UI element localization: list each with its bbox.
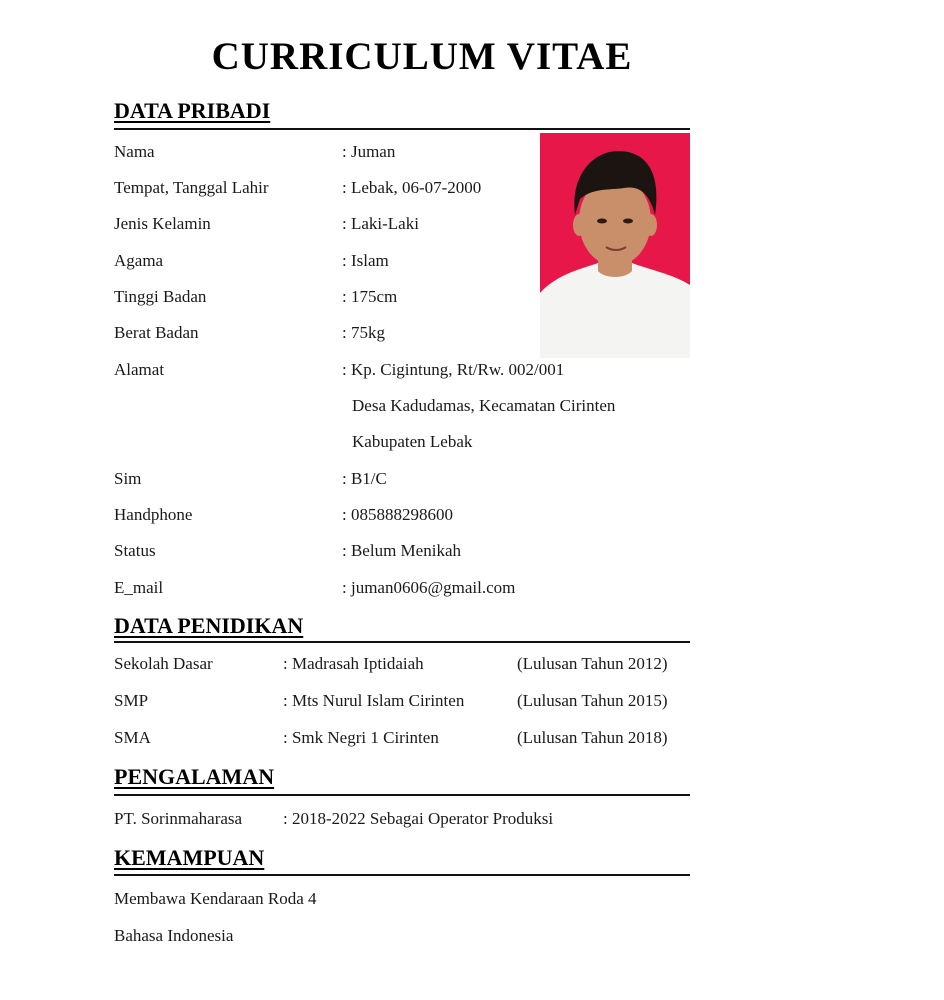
profile-photo (540, 133, 690, 358)
personal-value-gender: : Laki-Laki (342, 214, 419, 233)
education-school: : Smk Negri 1 Cirinten (283, 728, 439, 747)
section-heading-skills: KEMAMPUAN (114, 845, 265, 870)
experience-company: PT. Sorinmaharasa (114, 809, 243, 828)
education-level: SMA (114, 728, 151, 747)
personal-label-sim: Sim (114, 469, 142, 488)
education-year: (Lulusan Tahun 2018) (517, 728, 668, 747)
personal-value-status: : Belum Menikah (342, 541, 461, 560)
skill-item: Bahasa Indonesia (114, 926, 234, 945)
section-rule (114, 128, 690, 130)
section-rule (114, 641, 690, 643)
personal-value-sim: : B1/C (342, 469, 387, 488)
personal-label-religion: Agama (114, 251, 164, 270)
experience-detail: : 2018-2022 Sebagai Operator Produksi (283, 809, 554, 828)
personal-value-address-line2: Desa Kadudamas, Kecamatan Cirinten (352, 396, 616, 415)
personal-value-name: : Juman (342, 142, 396, 161)
personal-value-height: : 175cm (342, 287, 398, 306)
personal-value-address-line3: Kabupaten Lebak (352, 432, 473, 451)
section-heading-experience: PENGALAMAN (114, 764, 275, 789)
personal-label-gender: Jenis Kelamin (114, 214, 211, 233)
personal-label-address: Alamat (114, 360, 165, 379)
personal-value-address: : Kp. Cigintung, Rt/Rw. 002/001 (342, 360, 565, 379)
personal-label-name: Nama (114, 142, 155, 161)
personal-value-religion: : Islam (342, 251, 389, 270)
personal-label-email: E_mail (114, 578, 164, 597)
personal-value-weight: : 75kg (342, 323, 385, 342)
document-title: CURRICULUM VITAE (211, 35, 633, 78)
education-level: Sekolah Dasar (114, 654, 213, 673)
section-heading-personal: DATA PRIBADI (114, 98, 271, 123)
section-rule (114, 794, 690, 796)
personal-label-height: Tinggi Badan (114, 287, 207, 306)
personal-value-birth: : Lebak, 06-07-2000 (342, 178, 482, 197)
skill-item: Membawa Kendaraan Roda 4 (114, 889, 317, 908)
section-heading-education: DATA PENIDIKAN (114, 613, 304, 638)
education-level: SMP (114, 691, 149, 710)
personal-label-birth: Tempat, Tanggal Lahir (114, 178, 269, 197)
education-year: (Lulusan Tahun 2012) (517, 654, 668, 673)
personal-value-email: : juman0606@gmail.com (342, 578, 516, 597)
personal-value-phone: : 085888298600 (342, 505, 453, 524)
portrait-image (540, 133, 690, 358)
education-school: : Madrasah Iptidaiah (283, 654, 424, 673)
section-rule (114, 874, 690, 876)
personal-label-phone: Handphone (114, 505, 193, 524)
education-year: (Lulusan Tahun 2015) (517, 691, 668, 710)
personal-label-weight: Berat Badan (114, 323, 199, 342)
education-school: : Mts Nurul Islam Cirinten (283, 691, 465, 710)
personal-label-status: Status (114, 541, 156, 560)
